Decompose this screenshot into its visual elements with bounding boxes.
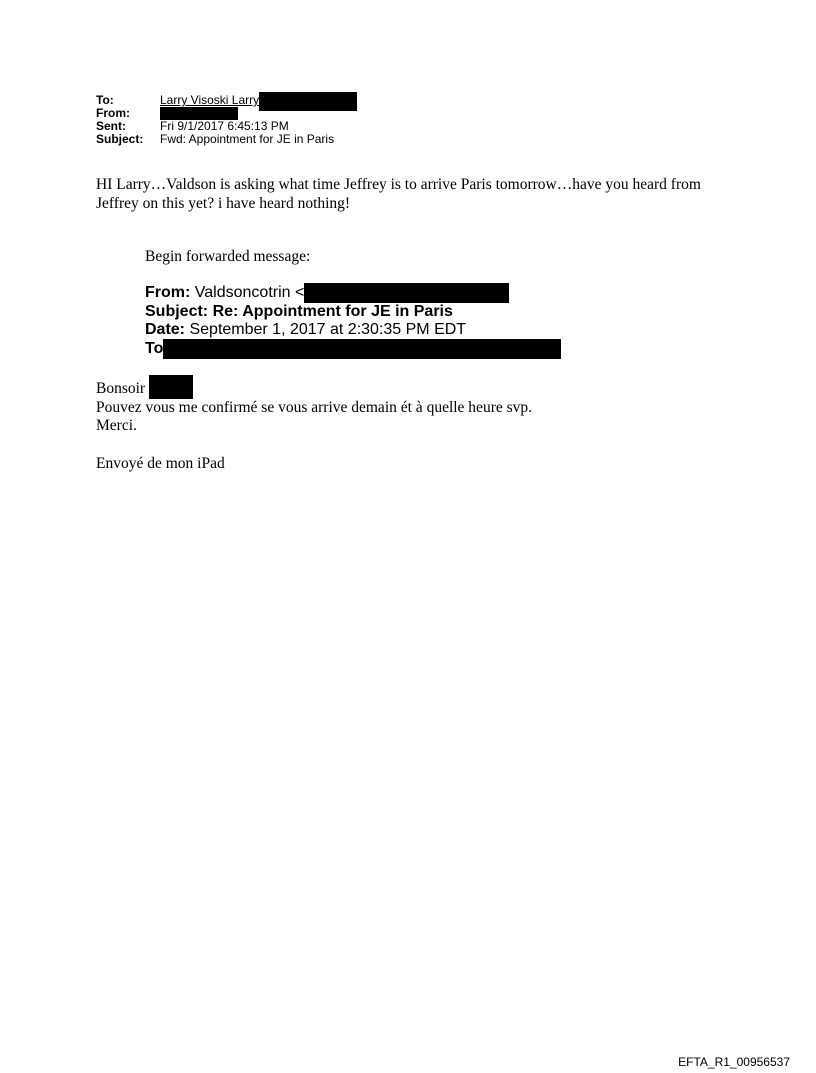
header-subject-row — [96, 133, 357, 146]
redaction-box — [149, 375, 193, 399]
forwarded-date-value: September 1, 2017 at 2:30:35 PM EDT — [189, 321, 467, 338]
forwarded-from-row — [145, 283, 561, 302]
greeting-line — [96, 375, 532, 399]
document-id: EFTA_R1_00956537 — [678, 1055, 790, 1069]
message-line: Pouvez vous me confirmé se vous arrive demain ét à quelle heure svp. — [96, 399, 533, 416]
to-value: Larry Visoski Larry — [160, 93, 260, 107]
email-header — [96, 94, 357, 146]
forwarded-message — [96, 375, 532, 473]
redaction-box — [259, 92, 357, 111]
forwarded-date-label: Date: — [145, 321, 186, 338]
subject-label: Subject: — [96, 132, 144, 146]
signature: Envoyé de mon iPad — [96, 455, 225, 472]
forwarded-subject-value: Re: Appointment for JE in Paris — [212, 302, 453, 320]
forwarded-header — [145, 283, 561, 357]
sent-value: Fri 9/1/2017 6:45:13 PM — [160, 119, 289, 133]
from-label: From: — [96, 106, 130, 120]
forwarded-from-value: Valdsoncotrin < — [194, 284, 305, 301]
message-closing: Merci. — [96, 417, 137, 434]
sent-label: Sent: — [96, 119, 126, 133]
forwarded-intro: Begin forwarded message: — [145, 248, 311, 265]
email-body-paragraph: HI Larry…Valdson is asking what time Jeffrey is to arrive Paris tomorrow…have you heard from Jeffrey on this yet? i have heard nothing! — [96, 176, 701, 212]
forwarded-subject-label: Subject: — [145, 302, 209, 320]
redaction-box — [304, 283, 509, 303]
forwarded-subject-row — [145, 302, 561, 321]
subject-value: Fwd: Appointment for JE in Paris — [160, 132, 335, 146]
header-to-row — [96, 94, 357, 107]
redaction-box — [163, 339, 561, 359]
forwarded-from-label: From: — [145, 284, 191, 301]
forwarded-to-row — [145, 339, 561, 358]
forwarded-date-row — [145, 320, 561, 339]
greeting: Bonsoir — [96, 380, 146, 397]
forwarded-to-label: To — [145, 339, 164, 357]
to-label: To: — [96, 93, 114, 107]
